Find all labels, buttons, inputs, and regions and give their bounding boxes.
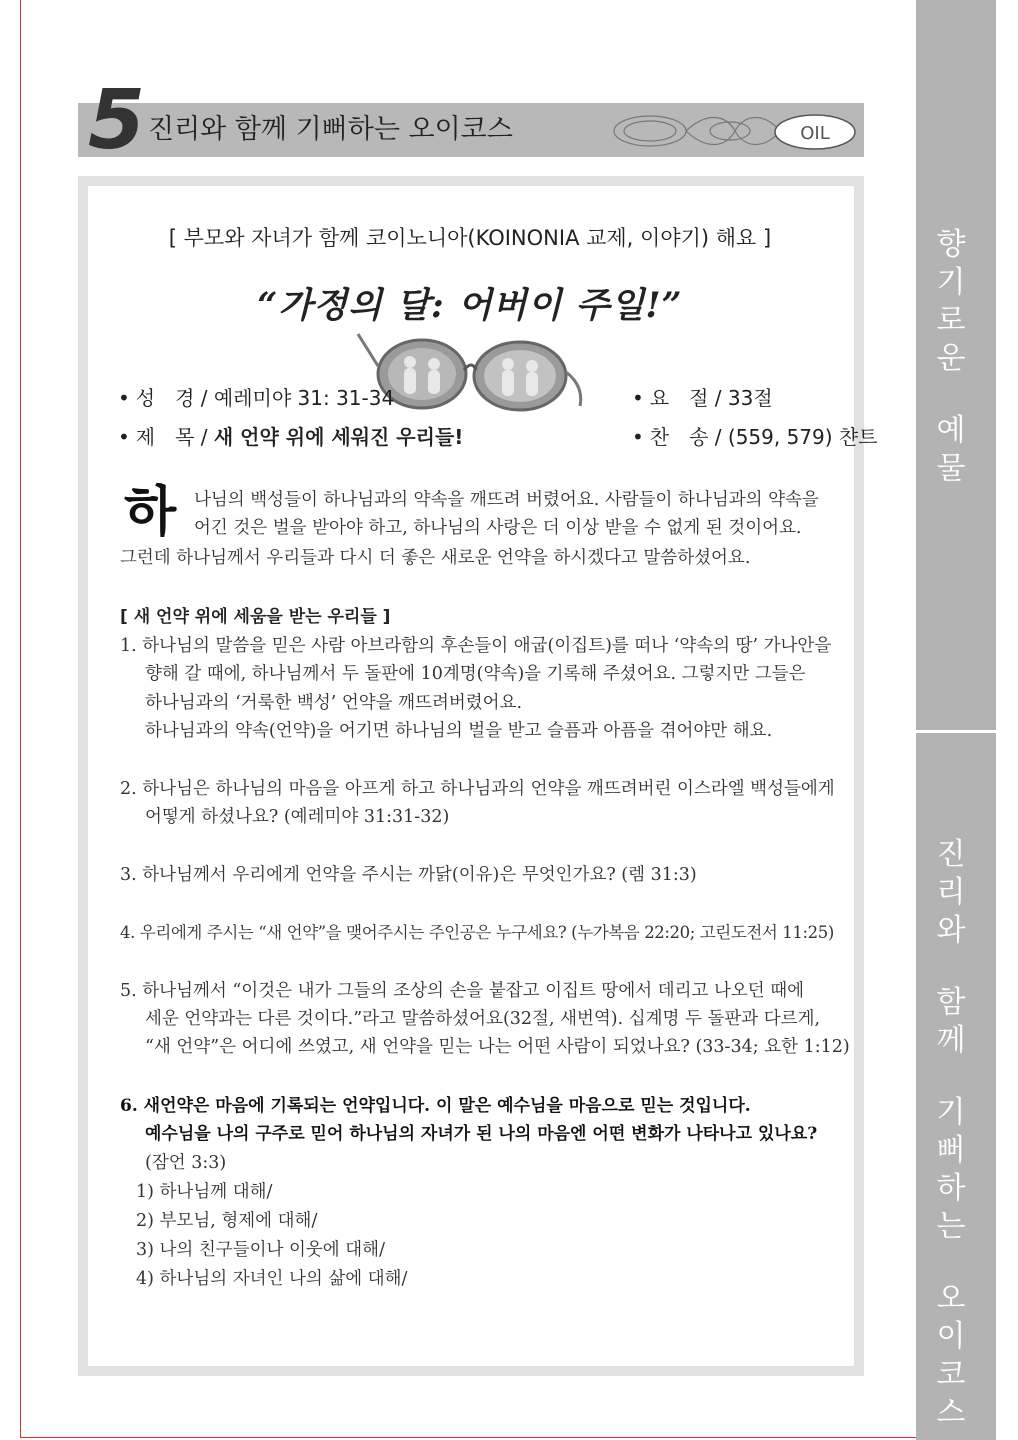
subject-value: 새 언약 위에 세워진 우리들! (213, 425, 464, 449)
subject-row: • 제 목 / 새 언약 위에 세워진 우리들! (118, 425, 464, 449)
question-2-line: 2. 하나님은 하나님의 마음을 아프게 하고 하나님과의 언약을 깨뜨려버린 이스라엘 백성들에게 (120, 779, 835, 799)
side-char: 와 (936, 913, 966, 948)
side-tab-top-text (916, 226, 986, 488)
q6-ref-text: (잠언 3:3) (145, 1153, 227, 1173)
side-char: 향 (936, 227, 966, 262)
q5-text: “새 언약”은 어디에 쓰였고, 새 언약을 믿는 나는 어떤 사람이 되었나요? (33-34; 요한 1:12) (145, 1037, 850, 1057)
side-char: 운 (936, 341, 966, 376)
q1-text: 하나님과의 ‘거룩한 백성’ 언약을 깨뜨려버렸어요. (145, 693, 523, 713)
side-char: 오 (936, 1281, 966, 1316)
intro-line: 나님의 백성들이 하나님과의 약속을 깨뜨려 버렸어요. 사람들이 하나님과의 약속을 (194, 490, 819, 510)
verse-label: 요 절 (649, 386, 709, 410)
question-4: 4. 우리에게 주시는 “새 언약”을 맺어주시는 주인공은 누구세요? (누가복음 22:20; 고린도전서 11:25) (120, 923, 834, 942)
scripture-label: 성 경 (135, 386, 195, 410)
q1-text: 향해 갈 때에, 하나님께서 두 돌판에 10계명(약속)을 기록해 주셨어요. 그렇지만 그들은 (145, 664, 806, 684)
question-1-line (120, 689, 522, 718)
scripture-row: • 성 경 / 예레미야 31: 31-34 (118, 386, 395, 410)
question-5-line (120, 1005, 820, 1034)
question-5-line: 5. 하나님께서 “이것은 내가 그들의 조상의 손을 붙잡고 이집트 땅에서 데리고 나오던 때에 (120, 981, 805, 1001)
side-char: 예 (936, 413, 966, 448)
question-1-line: 1. 하나님의 말씀을 믿은 사람 아브라함의 후손들이 애굽(이집트)를 떠나 ‘약속의 땅’ 가나안을 (120, 636, 832, 656)
verse-value: 33절 (727, 386, 773, 410)
chapter-title: 진리와 함께 기뻐하는 오이코스 (148, 114, 513, 145)
question-1-line (120, 717, 772, 746)
question-1-line (120, 660, 806, 689)
section-heading: [ 새 언약 위에 세움을 받는 우리들 ] (120, 607, 391, 627)
question-6-line (120, 1120, 817, 1149)
question-3: 3. 하나님께서 우리에게 언약을 주시는 까닭(이유)은 무엇인가요? (렘 31:3) (120, 865, 697, 885)
q2-text: 어떻게 하셨나요? (예레미야 31:31-32) (145, 807, 450, 827)
intro-line: 어긴 것은 벌을 받아야 하고, 하나님의 사랑은 더 이상 받을 수 없게 된 것이어요. (194, 518, 802, 538)
scripture-value: 예레미야 31: 31-34 (213, 386, 395, 410)
answer-item: 4) 하나님의 자녀인 나의 삶에 대해/ (136, 1269, 408, 1289)
question-2-line (120, 803, 449, 832)
answer-item: 1) 하나님께 대해/ (136, 1182, 273, 1202)
q6-text: 예수님을 나의 구주로 믿어 하나님의 자녀가 된 나의 마음엔 어떤 변화가 나타나고 있나요? (145, 1124, 818, 1144)
q5-text: 세운 언약과는 다른 것이다.”라고 말씀하셨어요(32절, 새번역). 십계명 두 돌판과 다르게, (145, 1009, 821, 1029)
hymn-value: (559, 579) 챤트 (727, 425, 878, 449)
lesson-headline: “가정의 달: 어버이 주일!” (257, 285, 683, 326)
hymn-label: 찬 송 (649, 425, 709, 449)
side-char: 진 (936, 837, 966, 872)
answer-item: 3) 나의 친구들이나 이웃에 대해/ (136, 1240, 385, 1260)
side-char: 스 (936, 1395, 966, 1430)
side-char: 기 (936, 1095, 966, 1130)
side-char: 뻐 (936, 1133, 966, 1168)
question-6-ref (120, 1149, 226, 1178)
side-char: 는 (936, 1209, 966, 1244)
question-6-line: 6. 새언약은 마음에 기록되는 언약입니다. 이 말은 예수님을 마음으로 믿는 것입니다. (120, 1096, 751, 1116)
verse-row: • 요 절 / 33절 (632, 386, 773, 410)
side-char: 하 (936, 1171, 966, 1206)
side-char: 함 (936, 985, 966, 1020)
side-char: 이 (936, 1319, 966, 1354)
side-char: 로 (936, 303, 966, 338)
side-tab-divider (916, 730, 996, 733)
drop-cap: 하 (124, 480, 177, 543)
subject-label: 제 목 (135, 425, 195, 449)
side-tab-bottom-text (916, 836, 986, 1432)
ornament-logo (610, 108, 860, 154)
intro-line: 그런데 하나님께서 우리들과 다시 더 좋은 새로운 언약을 하시겠다고 말씀하셨어요. (120, 548, 751, 568)
q1-text: 하나님과의 약속(언약)을 어기면 하나님의 벌을 받고 슬픔과 아픔을 겪어야만 해요. (145, 721, 773, 741)
side-char: 물 (936, 451, 966, 486)
side-char: 리 (936, 875, 966, 910)
answer-item: 2) 부모님, 형제에 대해/ (136, 1211, 318, 1231)
logo-text: OIL (800, 123, 830, 144)
hymn-row: • 찬 송 / (559, 579) 챤트 (632, 425, 878, 449)
side-char: 기 (936, 265, 966, 300)
question-5-line (120, 1033, 850, 1062)
chapter-number: 5 (88, 73, 146, 168)
lesson-subtitle: [ 부모와 자녀가 함께 코이노니아(KOINONIA 교제, 이야기) 해요 ] (168, 226, 772, 250)
side-char: 코 (936, 1357, 966, 1392)
side-char: 께 (936, 1023, 966, 1058)
